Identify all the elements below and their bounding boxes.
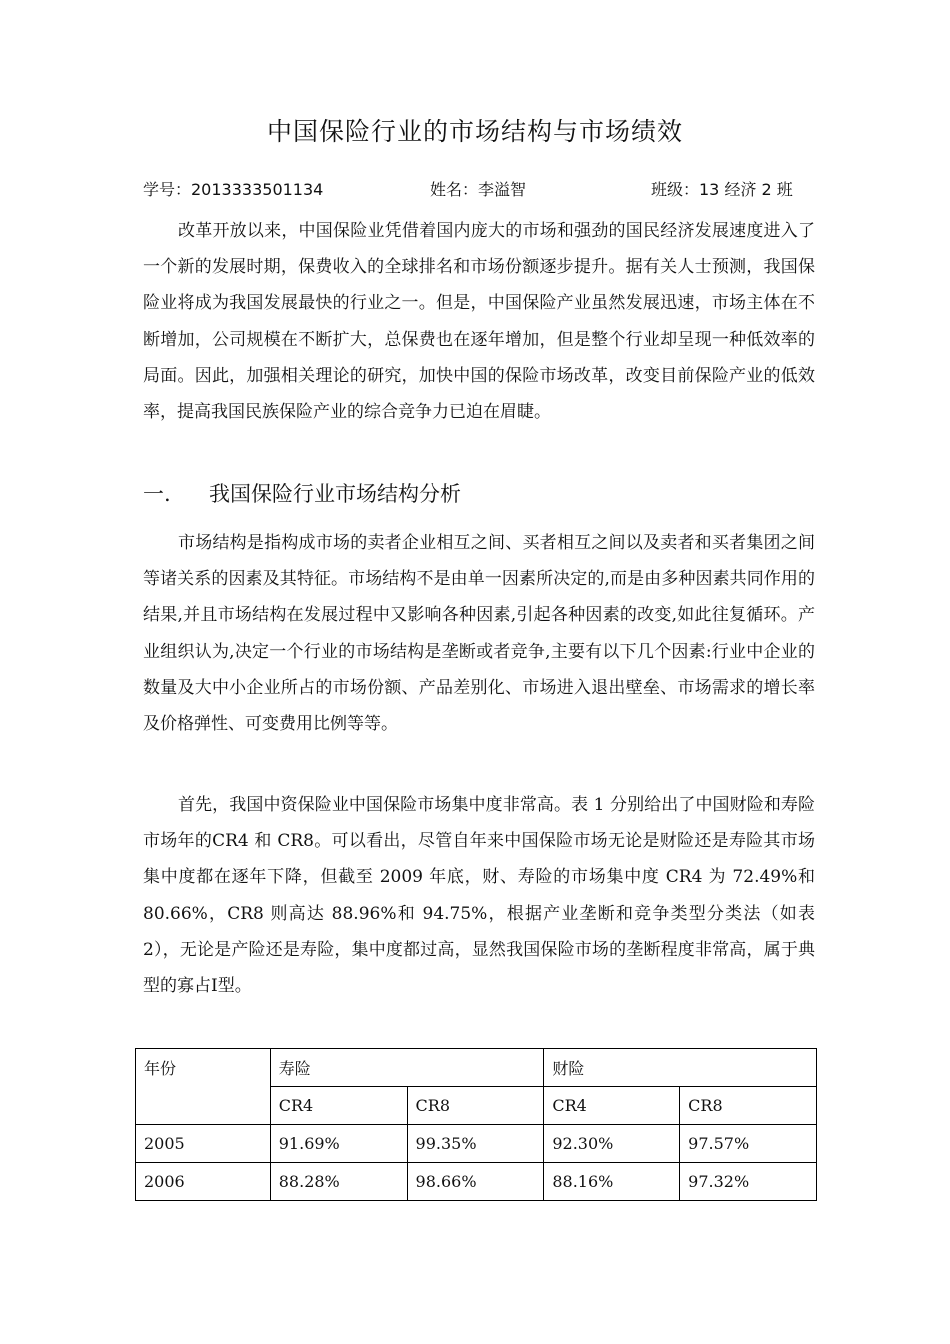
year-header: 年份 <box>136 1049 271 1125</box>
section-title: 我国保险行业市场结构分析 <box>209 482 461 506</box>
student-name: 姓名：李溢智 <box>430 180 527 199</box>
concentration-paragraph: 首先，我国中资保险业中国保险市场集中度非常高。表 1 分别给出了中国财险和寿险市场年的CR4 和 CR8。可以看出，尽管自年来中国保险市场无论是财险还是寿险其市场集中度都在逐年下降，但截至 2009 年底，财、寿险的市场集中度 CR4 为 72.49%和 80.66%，CR8 则高达 88.96%和 94.75%，根据产业垄断和竞争类型分类法（如表 2），无论是产险还是寿险，集中度都过高，显然我国保险市场的垄断程度非常高，属于典型的寡占Ⅰ型。 <box>143 795 815 997</box>
subheader-cell: CR4 <box>544 1087 680 1125</box>
table-row <box>136 1125 817 1163</box>
year-cell: 2005 <box>136 1125 271 1163</box>
student-id: 学号：2013333501134 <box>143 180 324 199</box>
section-heading <box>143 478 461 508</box>
concentration-table <box>135 1048 817 1201</box>
document-title: 中国保险行业的市场结构与市场绩效 <box>266 117 683 146</box>
value-cell: 99.35% <box>407 1125 544 1163</box>
value-cell: 91.69% <box>270 1125 407 1163</box>
student-class: 班级：13 经济 2 班 <box>651 180 793 199</box>
intro-paragraph: 改革开放以来，中国保险业凭借着国内庞大的市场和强劲的国民经济发展速度进入了一个新的发展时期，保费收入的全球排名和市场份额逐步提升。据有关人士预测，我国保险业将成为我国发展最快的行业之一。但是，中国保险产业虽然发展迅速，市场主体在不断增加，公司规模在不断扩大，总保费也在逐年增加，但是整个行业却呈现一种低效率的局面。因此，加强相关理论的研究，加快中国的保险市场改革，改变目前保险产业的低效率，提高我国民族保险产业的综合竞争力已迫在眉睫。 <box>143 221 815 423</box>
property-insurance-header: 财险 <box>544 1049 817 1087</box>
value-cell: 98.66% <box>407 1163 544 1201</box>
value-cell: 88.16% <box>544 1163 680 1201</box>
table-row <box>136 1163 817 1201</box>
value-cell: 97.57% <box>680 1125 817 1163</box>
section-number: 一. <box>143 482 171 506</box>
value-cell: 92.30% <box>544 1125 680 1163</box>
table-header-row <box>136 1049 817 1087</box>
year-cell: 2006 <box>136 1163 271 1201</box>
value-cell: 97.32% <box>680 1163 817 1201</box>
subheader-cell: CR4 <box>270 1087 407 1125</box>
market-structure-paragraph: 市场结构是指构成市场的卖者企业相互之间、买者相互之间以及卖者和买者集团之间等诸关系的因素及其特征。市场结构不是由单一因素所决定的,而是由多种因素共同作用的结果,并且市场结构在发展过程中又影响各种因素,引起各种因素的改变,如此往复循环。产业组织认为,决定一个行业的市场结构是垄断或者竞争,主要有以下几个因素:行业中企业的数量及大中小企业所占的市场份额、产品差别化、市场进入退出壁垒、市场需求的增长率及价格弹性、可变费用比例等等。 <box>143 533 815 735</box>
value-cell: 88.28% <box>270 1163 407 1201</box>
life-insurance-header: 寿险 <box>270 1049 544 1087</box>
subheader-cell: CR8 <box>680 1087 817 1125</box>
subheader-cell: CR8 <box>407 1087 544 1125</box>
